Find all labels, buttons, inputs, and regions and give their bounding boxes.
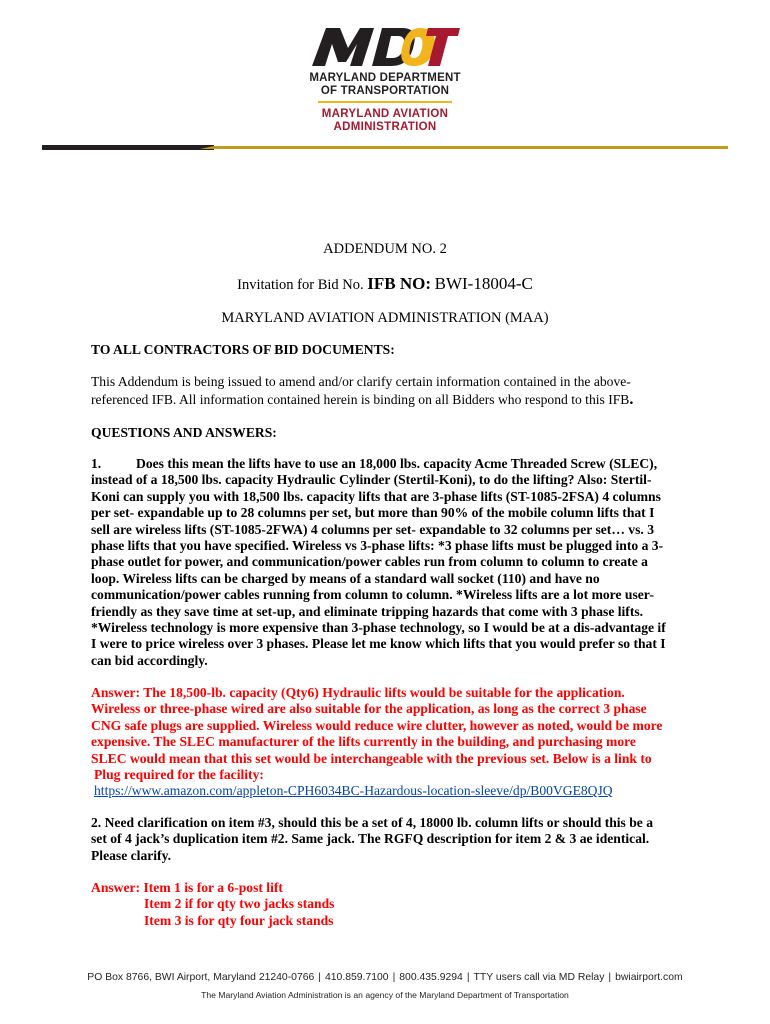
question-line: phase outlet for power, and communication/power cables run from column to column to create a: [91, 554, 648, 570]
question-2: [91, 815, 691, 864]
intro-line: This Addendum is being issued to amend and/or clarify certain information contained in the above-: [91, 374, 631, 389]
question-line: set of 4 jack’s duplication item #2. Same jack. The RGFQ description for item 2 & 3 ae identical.: [91, 831, 650, 847]
question-line: 2. Need clarification on item #3, should this be a set of 4, 18000 lb. column lifts or should this be a: [91, 815, 654, 830]
question-line: I were to price wireless over 3 phases. Please let me know which lifts that you would prefer so that I: [91, 636, 666, 652]
bid-number: BWI-18004-C: [434, 274, 533, 293]
answer-2: [91, 880, 691, 929]
answer-line: SLEC would mean that this set would be interchangeable with the previous set. Below is a link to: [91, 750, 652, 766]
header-rule-black: [42, 145, 214, 150]
header-rule-gold: [200, 146, 728, 149]
answer-line: Plug required for the facility:: [94, 767, 264, 783]
question-line: Koni can supply you with 18,500 lbs. capacity lifts that are 3-phase lifts (ST-1085-2FSA) 4 columns: [91, 488, 661, 504]
footer-tagline: The Maryland Aviation Administration is an agency of the Maryland Department of Transportation: [201, 990, 569, 1000]
department-name-line-2: OF TRANSPORTATION: [320, 85, 450, 97]
footer-website[interactable]: bwiairport.com: [615, 972, 683, 983]
intro-line: referenced IFB. All information contained herein is binding on all Bidders who respond to this IFB.: [91, 390, 634, 408]
administration-name-line-2: ADMINISTRATION: [333, 121, 437, 133]
question-line: can bid accordingly.: [91, 652, 208, 668]
administration-name-line-1: MARYLAND AVIATION: [321, 108, 449, 120]
answer-1: [91, 685, 691, 783]
footer-phone: 410.859.7100: [325, 972, 389, 983]
question-line: phase lifts that you have specified. Wireless vs 3-phase lifts: *3 phase lifts must be plugged into a 3-: [91, 538, 664, 554]
question-line: *Wireless technology is more expensive than 3-phase technology, so I would be at a dis-advantage if: [91, 620, 666, 636]
question-line: instead of a 18,500 lbs. capacity Hydraulic Cylinder (Stertil-Koni), to do the lifting? Also: Stertil-: [91, 472, 652, 488]
answer-line: Item 2 if for qty two jacks stands: [144, 896, 335, 912]
bid-number-line: [0, 274, 770, 294]
question-line: friendly as they save time at set-up, and eliminate tripping hazards that come with 3 phase lifts.: [91, 603, 644, 619]
answer-line: Item 3 is for qty four jack stands: [144, 912, 334, 928]
addendum-title: ADDENDUM NO. 2: [323, 241, 447, 257]
plug-product-link[interactable]: https://www.amazon.com/appleton-CPH6034BC-Hazardous-location-sleeve/dp/B00VGE8QJQ: [94, 783, 613, 798]
question-line: sell are wireless lifts (ST-1085-2FWA) 4 columns per set- expandable to 32 columns per set… vs. 3: [91, 521, 654, 537]
answer-line: Answer: Item 1 is for a 6-post lift: [91, 880, 283, 895]
question-line: 1. Does this mean the lifts have to use an 18,000 lbs. capacity Acme Threaded Screw (SLEC),: [91, 456, 658, 471]
intro-paragraph: [91, 373, 691, 408]
answer-line: expensive. The SLEC manufacturer of the lifts currently in the building, and purchasing more: [91, 734, 636, 750]
answer-line: Wireless or three-phase wired are also suitable for the application, as long as the correct 3 phase: [91, 701, 647, 717]
question-line: communication/power cables running from column to column. *Wireless lifts are a lot more user-: [91, 587, 654, 603]
bid-prefix: Invitation for Bid No.: [237, 277, 364, 293]
mdot-logo-mark-icon: [310, 22, 460, 68]
mdot-logo: [300, 22, 470, 134]
footer-tty: TTY users call via MD Relay: [473, 972, 605, 983]
answer-line: CNG safe plugs are supplied. Wireless would reduce wire clutter, however as noted, would be more: [91, 717, 663, 733]
question-1: [91, 456, 691, 669]
question-line: loop. Wireless lifts can be charged by means of a standard wall socket (110) and have no: [91, 570, 600, 586]
question-line: Please clarify.: [91, 847, 172, 863]
contractors-heading: TO ALL CONTRACTORS OF BID DOCUMENTS:: [91, 342, 395, 357]
bid-label: IFB NO:: [367, 274, 431, 293]
question-number: 1.: [91, 456, 102, 471]
department-name-line-1: MARYLAND DEPARTMENT: [309, 72, 461, 84]
answer-line: Answer: The 18,500-lb. capacity (Qty6) Hydraulic lifts would be suitable for the application.: [91, 685, 625, 700]
question-line: per set- expandable up to 28 columns per set, but more than 90% of the mobile column lifts that I: [91, 505, 655, 521]
qa-heading: QUESTIONS AND ANSWERS:: [91, 425, 277, 440]
footer-address: PO Box 8766, BWI Airport, Maryland 21240-0766: [87, 972, 315, 983]
footer-contact-line: PO Box 8766, BWI Airport, Maryland 21240-0766 | 410.859.7100 | 800.435.9294 | TTY users call via MD Relay | bwiairport.com: [87, 972, 683, 983]
logo-divider: [318, 101, 452, 103]
agency-name: MARYLAND AVIATION ADMINISTRATION (MAA): [221, 310, 549, 326]
footer-tollfree: 800.435.9294: [399, 972, 463, 983]
